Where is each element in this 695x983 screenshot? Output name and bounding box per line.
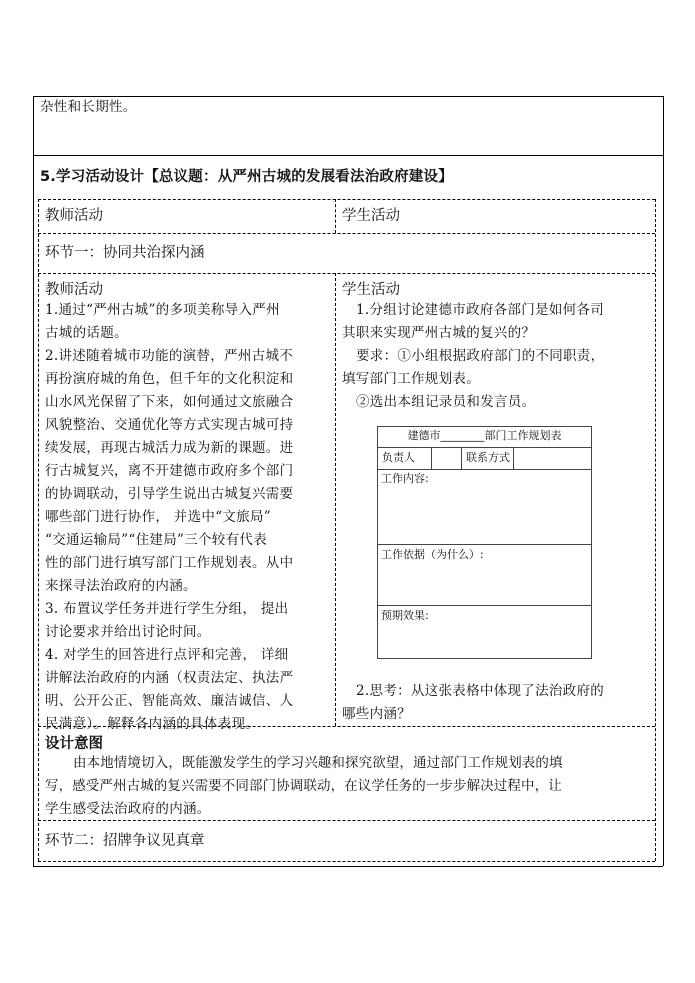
teacher-line: 1.通过“严州古城”的多项美称导入严州 [45, 302, 280, 318]
student-line: 2.思考：从这张表格中体现了法治政府的 [356, 683, 605, 699]
teacher-activity-label: 教师活动 [45, 282, 103, 298]
teacher-line: “交通运输局”“住建局”三个较有代表 [45, 532, 268, 548]
teacher-line: 风貌整治、交通优化等方式实现古城可持 [45, 417, 294, 433]
column-divider-header [335, 199, 336, 233]
outer-left-border [33, 96, 34, 866]
design-intent-label: 设计意图 [45, 736, 103, 752]
plan-basis-label: 工作依据（为什么）: [381, 548, 484, 561]
teacher-line: 明、公开公正、智能高效、廉洁诚信、人 [45, 693, 294, 709]
teacher-line: 山水风光保留了下来，如何通过文旅融合 [45, 394, 294, 410]
plan-table-title: 建德市________部门工作规划表 [407, 429, 562, 442]
inner-table-bottom [38, 861, 655, 862]
teacher-line: 4. 对学生的回答进行点评和完善， 详细 [45, 647, 289, 663]
teacher-line: 性的部门进行填写部门工作规划表。从中 [45, 555, 294, 571]
design-line: 学生感受法治政府的内涵。 [45, 801, 211, 817]
design-line: 由本地情境切入，既能激发学生的学习兴趣和探究欲望，通过部门工作规划表的填 [73, 755, 563, 771]
teacher-activity-text [45, 299, 331, 736]
header-teacher-activity: 教师活动 [45, 208, 103, 224]
plan-contact-label: 联系方式 [466, 451, 510, 464]
teacher-line: 的协调联动，引导学生说出古城复兴需要 [45, 486, 294, 502]
outer-bottom-border [33, 866, 663, 867]
student-line: 1.分组讨论建德市政府各部门是如何各司 [356, 302, 605, 318]
student-line: 填写部门工作规划表。 [342, 371, 480, 387]
top-cell-bottom-border [33, 155, 663, 156]
teacher-line: 续发展，再现古城活力成为新的课题。进 [45, 440, 294, 456]
student-activity-label: 学生活动 [342, 282, 400, 298]
plan-leader-label: 负责人 [382, 451, 415, 464]
student-line: 要求：①小组根据政府部门的不同职责， [356, 348, 605, 364]
student-line: 哪些内涵？ [342, 706, 411, 722]
link1-title: 环节一：协同共治探内涵 [45, 245, 205, 261]
plan-content-label: 工作内容: [381, 472, 429, 485]
inner-table-right [655, 199, 656, 861]
teacher-line: 古城的话题。 [45, 325, 128, 341]
teacher-line: 民满意）。解释各内涵的具体表现。 [45, 716, 260, 732]
section-title: 5.学习活动设计【总议题：从严州古城的发展看法治政府建设】 [40, 169, 453, 185]
department-plan-table [377, 426, 592, 659]
teacher-line: 哪些部门进行协作， 并选中“文旅局” [45, 509, 271, 525]
inner-table-top [38, 199, 655, 200]
design-line: 写，感受严州古城的复兴需要不同部门协调联动，在议学任务的一步步解决过程中，让 [45, 778, 562, 794]
student-activity-text-bottom [342, 680, 652, 726]
plan-effect-label: 预期效果: [381, 609, 429, 622]
student-line: ②选出本组记录员和发言员。 [356, 394, 536, 410]
student-activity-text [342, 299, 652, 414]
teacher-line: 3. 布置议学任务并进行学生分组， 提出 [45, 601, 289, 617]
link2-title: 环节二：招牌争议见真章 [45, 833, 205, 849]
column-divider-body [335, 273, 336, 726]
teacher-line: 讲解法治政府的内涵（权责法定、执法严 [45, 670, 294, 686]
top-cell-text: 杂性和长期性。 [40, 99, 137, 115]
teacher-line: 行古城复兴，离不开建德市政府多个部门 [45, 463, 294, 479]
header-student-activity: 学生活动 [342, 208, 400, 224]
row-divider-2 [38, 273, 655, 274]
design-intent-text [45, 752, 651, 821]
row-divider-1 [38, 233, 655, 234]
teacher-line: 来探寻法治政府的内涵。 [45, 578, 197, 594]
student-line: 其职来实现严州古城的复兴的？ [342, 325, 536, 341]
teacher-line: 2.讲述随着城市功能的演替，严州古城不 [45, 348, 294, 364]
teacher-line: 讨论要求并给出讨论时间。 [45, 624, 211, 640]
outer-right-border [663, 96, 664, 866]
inner-table-left [38, 199, 39, 861]
teacher-line: 再扮演府城的角色，但千年的文化积淀和 [45, 371, 294, 387]
